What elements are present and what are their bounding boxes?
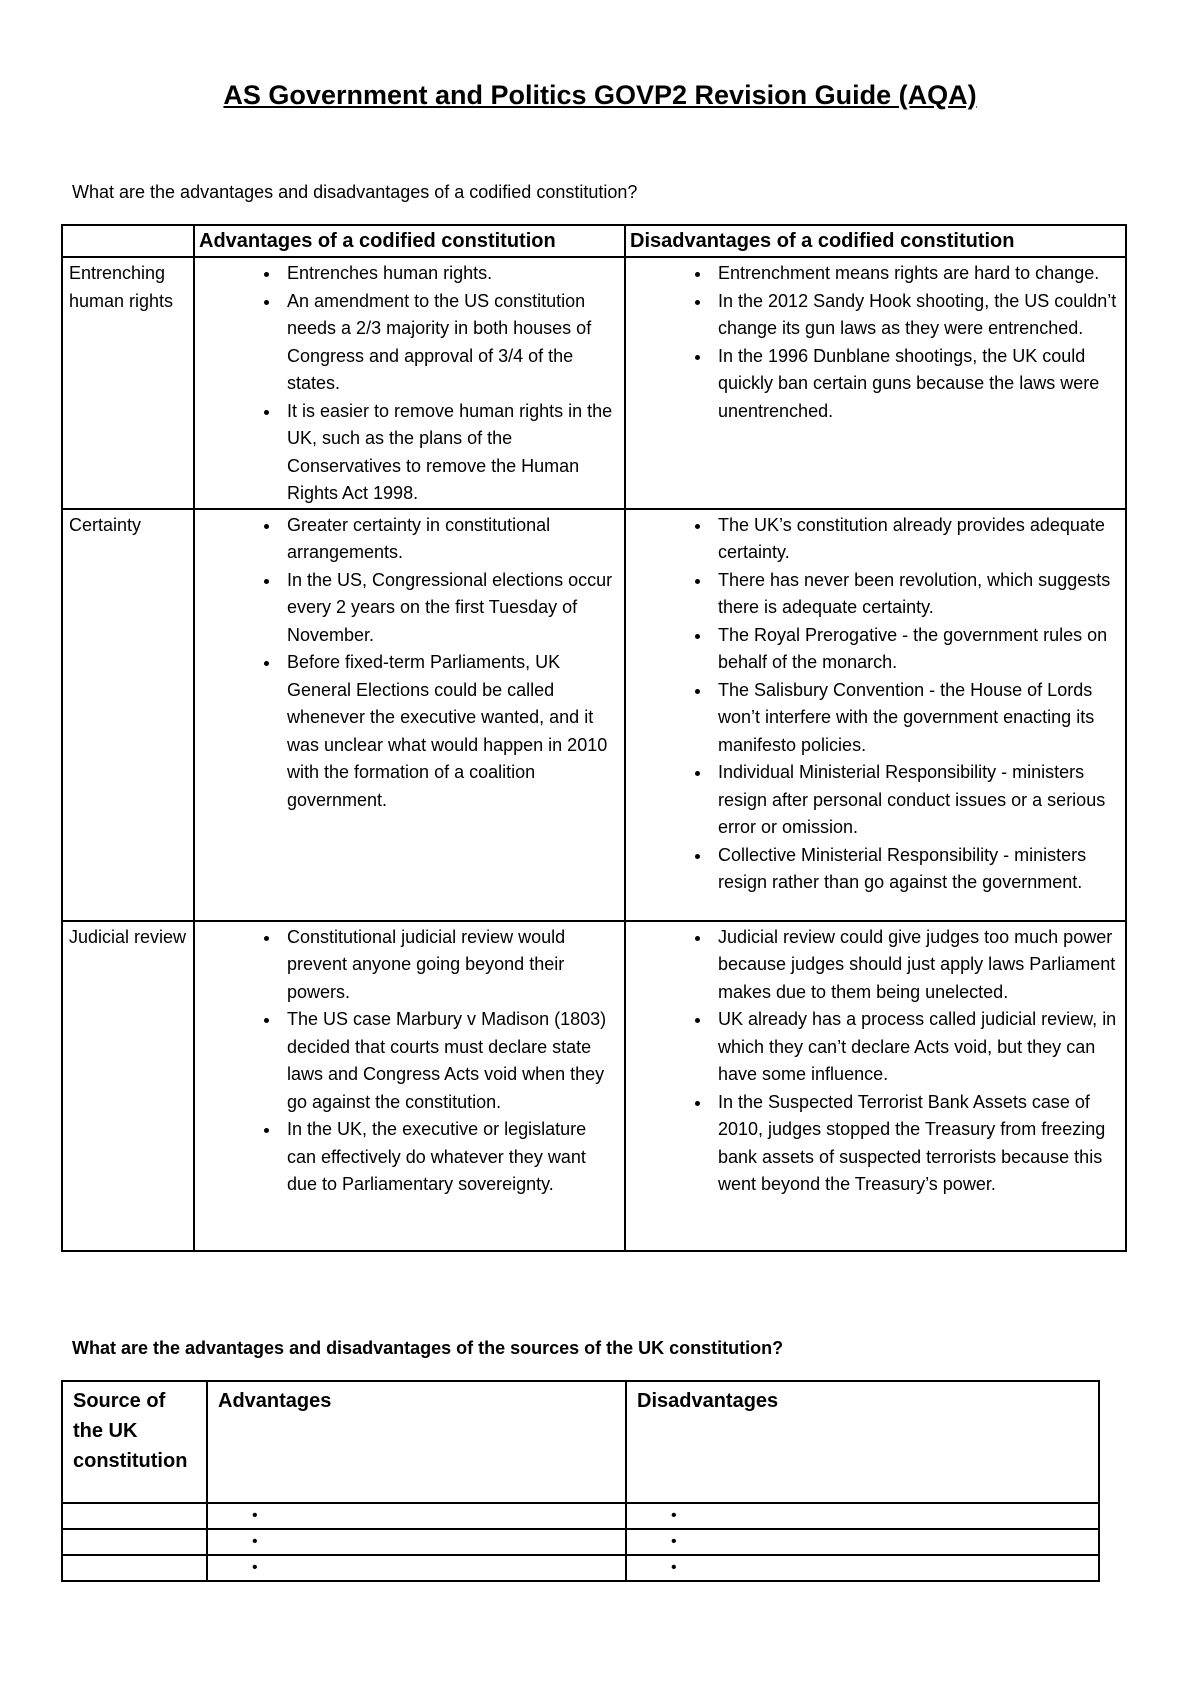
row-label: Certainty — [62, 509, 194, 921]
advantages-cell — [194, 257, 625, 509]
list-item: • Before fixed-term Parliaments, UK General Elections could be called whenever the executive wanted, and it was unclear what would happen in 2010 with the formation of a coalition government. — [281, 649, 618, 814]
list-item: • In the UK, the executive or legislature can effectively do whatever they want due to Parliamentary sovereignty. — [281, 1116, 618, 1199]
list-item: • Individual Ministerial Responsibility - ministers resign after personal conduct issues or a serious error or omission. — [712, 759, 1119, 842]
bullet-marker: • — [671, 1507, 677, 1524]
list-item: • Collective Ministerial Responsibility - ministers resign rather than go against the government. — [712, 842, 1119, 897]
list-item: • The Salisbury Convention - the House of Lords won’t interfere with the government enacting its manifesto policies. — [712, 677, 1119, 760]
disadvantages-cell — [625, 257, 1126, 509]
header-advantages: Advantages — [207, 1381, 626, 1503]
list-item: • It is easier to remove human rights in the UK, such as the plans of the Conservatives to remove the Human Rights Act 1998. — [281, 398, 618, 508]
empty-disadvantage-cell[interactable] — [626, 1503, 1099, 1529]
header-disadvantages: Disadvantages — [626, 1381, 1099, 1503]
list-item: • UK already has a process called judicial review, in which they can’t declare Acts void, but they can have some influence. — [712, 1006, 1119, 1089]
list-item: • In the Suspected Terrorist Bank Assets case of 2010, judges stopped the Treasury from freezing bank assets of suspected terrorists because this went beyond the Treasury’s power. — [712, 1089, 1119, 1199]
bullet-marker: • — [252, 1559, 258, 1576]
page-title: AS Government and Politics GOVP2 Revision Guide (AQA) — [223, 80, 977, 110]
header-disadvantages: Disadvantages of a codified constitution — [625, 225, 1126, 257]
disadvantages-cell — [625, 921, 1126, 1251]
codified-constitution-table — [61, 224, 1127, 1252]
advantages-cell — [194, 921, 625, 1251]
table-row — [62, 921, 1126, 1251]
empty-source-cell[interactable] — [62, 1555, 207, 1581]
list-item: • In the 1996 Dunblane shootings, the UK could quickly ban certain guns because the laws were unentrenched. — [712, 343, 1119, 426]
empty-advantage-cell[interactable] — [207, 1503, 626, 1529]
table-row — [62, 1503, 1099, 1529]
list-item: • In the 2012 Sandy Hook shooting, the US couldn’t change its gun laws as they were entrenched. — [712, 288, 1119, 343]
uk-sources-table — [61, 1380, 1100, 1582]
header-blank — [62, 225, 194, 257]
list-item: • Entrenchment means rights are hard to change. — [712, 260, 1119, 288]
disadvantages-cell — [625, 509, 1126, 921]
empty-source-cell[interactable] — [62, 1529, 207, 1555]
bullet-marker: • — [252, 1507, 258, 1524]
empty-disadvantage-cell[interactable] — [626, 1555, 1099, 1581]
table-row — [62, 509, 1126, 921]
header-source: Source of the UK constitution — [62, 1381, 207, 1503]
row-label: Judicial review — [62, 921, 194, 1251]
row-label: Entrenching human rights — [62, 257, 194, 509]
list-item: • In the US, Congressional elections occur every 2 years on the first Tuesday of November. — [281, 567, 618, 650]
table-header-row — [62, 1381, 1099, 1503]
list-item: • The US case Marbury v Madison (1803) decided that courts must declare state laws and Congress Acts void when they go against the constitution. — [281, 1006, 618, 1116]
list-item: • The Royal Prerogative - the government rules on behalf of the monarch. — [712, 622, 1119, 677]
table-row — [62, 1529, 1099, 1555]
list-item: • Entrenches human rights. — [281, 260, 618, 288]
list-item: • The UK’s constitution already provides adequate certainty. — [712, 512, 1119, 567]
question-uk-sources: What are the advantages and disadvantages of the sources of the UK constitution? — [72, 1338, 784, 1358]
advantages-cell — [194, 509, 625, 921]
table-row — [62, 257, 1126, 509]
bullet-marker: • — [252, 1533, 258, 1550]
bullet-marker: • — [671, 1559, 677, 1576]
list-item: • There has never been revolution, which suggests there is adequate certainty. — [712, 567, 1119, 622]
empty-source-cell[interactable] — [62, 1503, 207, 1529]
table-row — [62, 1555, 1099, 1581]
header-advantages: Advantages of a codified constitution — [194, 225, 625, 257]
list-item: • Judicial review could give judges too much power because judges should just apply laws Parliament makes due to them being unelected. — [712, 924, 1119, 1007]
empty-disadvantage-cell[interactable] — [626, 1529, 1099, 1555]
empty-advantage-cell[interactable] — [207, 1555, 626, 1581]
bullet-marker: • — [671, 1533, 677, 1550]
table-header-row — [62, 225, 1126, 257]
list-item: • An amendment to the US constitution needs a 2/3 majority in both houses of Congress and approval of 3/4 of the states. — [281, 288, 618, 398]
list-item: • Constitutional judicial review would prevent anyone going beyond their powers. — [281, 924, 618, 1007]
empty-advantage-cell[interactable] — [207, 1529, 626, 1555]
list-item: • Greater certainty in constitutional arrangements. — [281, 512, 618, 567]
question-codified-constitution: What are the advantages and disadvantages of a codified constitution? — [72, 182, 638, 202]
